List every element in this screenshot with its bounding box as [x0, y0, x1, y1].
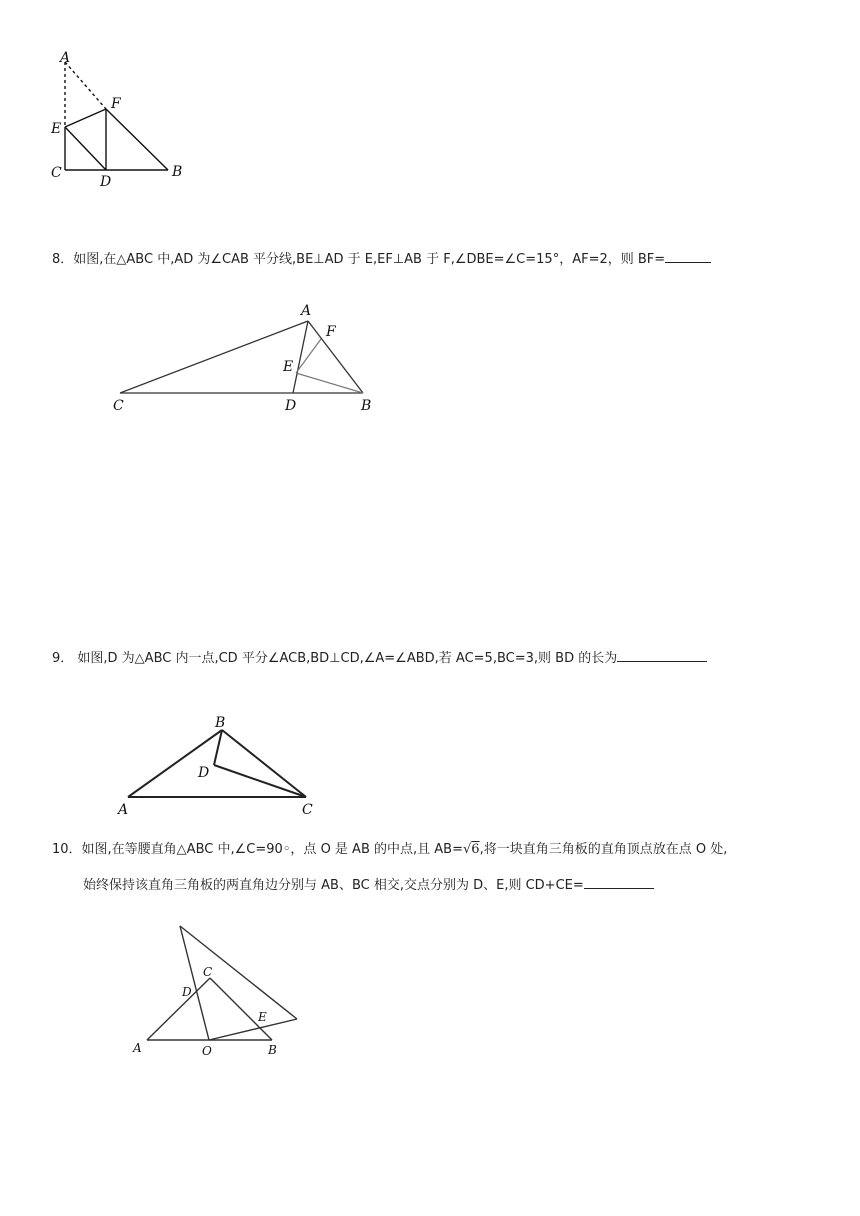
label-B: B: [361, 398, 372, 414]
question-8-text: 8．如图,在△ABC 中,AD 为∠CAB 平分线,BE⊥AD 于 E,EF⊥AB 于 F,∠DBE=∠C=15°，AF=2，则 BF=: [52, 252, 666, 267]
label-C: C: [113, 398, 124, 414]
segment-AF-dashed: [65, 62, 106, 109]
segment-EF: [65, 109, 106, 127]
segment-AB: [128, 730, 222, 797]
question-10-text-b: ,将一块直角三角板的直角顶点放在点 O 处,: [479, 842, 728, 857]
question-8: [52, 250, 711, 269]
label-D: D: [198, 765, 210, 781]
label-E: E: [51, 121, 62, 137]
label-B: B: [215, 715, 226, 731]
label-B: B: [268, 1043, 277, 1057]
question-9: [52, 649, 707, 668]
triangle-board-edge-2: [180, 926, 297, 1019]
figure-question-9: [110, 708, 330, 818]
label-F: F: [111, 96, 121, 112]
sqrt-sign: √: [462, 842, 472, 857]
question-9-text: 9． 如图,D 为△ABC 内一点,CD 平分∠ACB,BD⊥CD,∠A=∠ABD,若 AC=5,BC=3,则 BD 的长为: [52, 651, 618, 666]
question-10-text-a: 10．如图,在等腰直角△ABC 中,∠C=90◦，点 O 是 AB 的中点,且 AB=: [52, 842, 463, 857]
segment-ED: [65, 127, 106, 170]
label-C: C: [51, 165, 62, 181]
label-A: A: [60, 50, 71, 66]
answer-blank-10[interactable]: [584, 876, 654, 889]
label-E: E: [283, 359, 294, 375]
label-A: A: [133, 1041, 142, 1055]
label-C: C: [302, 802, 313, 818]
figure-question-8: [105, 298, 395, 418]
segment-EF: [296, 339, 321, 373]
segment-FB: [106, 109, 168, 170]
answer-blank-8[interactable]: [665, 250, 711, 263]
label-A: A: [301, 303, 312, 319]
segment-CB: [210, 978, 272, 1040]
segment-EB: [296, 373, 363, 393]
label-D: D: [182, 985, 192, 999]
question-10-line-1: [52, 841, 727, 859]
label-F: F: [326, 324, 336, 340]
segment-CA: [120, 321, 308, 393]
label-O: O: [202, 1044, 212, 1058]
question-10-text-c: 始终保持该直角三角板的两直角边分别与 AB、BC 相交,交点分别为 D、E,则 CD+CE=: [83, 878, 584, 893]
label-E: E: [258, 1010, 267, 1024]
figure-question-10: [125, 918, 315, 1068]
label-A: A: [118, 802, 129, 818]
label-B: B: [172, 164, 183, 180]
sqrt-argument: 6: [471, 842, 480, 857]
figure-question-7: [40, 45, 200, 195]
triangle-board-edge-3: [209, 1019, 297, 1040]
label-D: D: [100, 174, 112, 190]
segment-DC: [214, 765, 306, 797]
label-C: C: [203, 965, 213, 979]
answer-blank-9[interactable]: [617, 649, 707, 662]
label-D: D: [285, 398, 297, 414]
question-10-line-2: [83, 876, 654, 895]
segment-AD: [293, 321, 308, 393]
segment-BC: [222, 730, 306, 797]
